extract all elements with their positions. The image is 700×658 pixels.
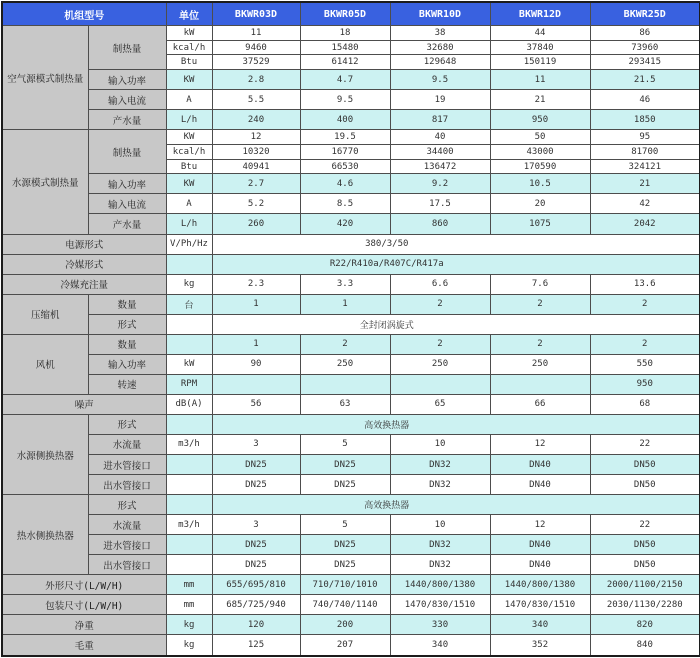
table-row (2, 475, 700, 495)
value-cell: 13.6 (590, 274, 700, 294)
row-label: 进水管接口 (88, 455, 166, 475)
value-cell: 330 (390, 615, 490, 635)
value-cell: 32680 (390, 40, 490, 55)
value-cell: DN25 (212, 535, 300, 555)
unit-cell: L/h (166, 110, 212, 130)
value-cell: DN32 (390, 475, 490, 495)
table-row (2, 314, 700, 334)
row-label: 水源侧换热器 (2, 414, 88, 494)
row-label: 水源模式制热量 (2, 130, 88, 234)
value-cell: DN50 (590, 555, 700, 575)
value-cell: 550 (590, 354, 700, 374)
value-cell: 340 (490, 615, 590, 635)
value-cell: 22 (590, 434, 700, 454)
value-cell: 5 (300, 434, 390, 454)
value-cell: 21 (590, 174, 700, 194)
value-cell: DN40 (490, 555, 590, 575)
value-cell: 3 (212, 434, 300, 454)
unit-cell: A (166, 194, 212, 214)
unit-cell: L/h (166, 214, 212, 234)
value-cell: DN25 (300, 455, 390, 475)
table-row (2, 354, 700, 374)
value-cell: 37840 (490, 40, 590, 55)
value-cell: 1470/830/1510 (390, 595, 490, 615)
unit-cell: m3/h (166, 434, 212, 454)
value-cell: 260 (212, 214, 300, 234)
table-row (2, 455, 700, 475)
row-label: 水流量 (88, 434, 166, 454)
value-cell: 10320 (212, 144, 300, 159)
merged-value-cell: 380/3/50 (212, 234, 700, 254)
unit-cell (166, 314, 212, 334)
value-cell: 2000/1100/2150 (590, 575, 700, 595)
value-cell: 2 (300, 334, 390, 354)
table-row (2, 110, 700, 130)
value-cell: 7.6 (490, 274, 590, 294)
unit-cell (166, 334, 212, 354)
value-cell: 66530 (300, 159, 390, 174)
value-cell: 3 (212, 515, 300, 535)
value-cell: 42 (590, 194, 700, 214)
value-cell: 125 (212, 635, 300, 656)
value-cell: 17.5 (390, 194, 490, 214)
value-cell: 10 (390, 434, 490, 454)
row-label: 进水管接口 (88, 535, 166, 555)
value-cell: 68 (590, 394, 700, 414)
row-label: 数量 (88, 334, 166, 354)
table-row (2, 374, 700, 394)
value-cell: 90 (212, 354, 300, 374)
value-cell: 20 (490, 194, 590, 214)
value-cell: 710/710/1010 (300, 575, 390, 595)
unit-cell (166, 414, 212, 434)
unit-cell: kg (166, 635, 212, 656)
value-cell: 12 (490, 515, 590, 535)
row-label: 输入功率 (88, 174, 166, 194)
unit-cell: dB(A) (166, 394, 212, 414)
value-cell: 2 (590, 294, 700, 314)
value-cell: 8.5 (300, 194, 390, 214)
unit-cell (166, 535, 212, 555)
value-cell: 250 (300, 354, 390, 374)
table-row (2, 274, 700, 294)
merged-value-cell: R22/R410a/R407C/R417a (212, 254, 700, 274)
value-cell: DN50 (590, 475, 700, 495)
value-cell: 2 (390, 294, 490, 314)
value-cell: 37529 (212, 55, 300, 70)
value-cell: 10 (390, 515, 490, 535)
spec-table-body (2, 26, 700, 657)
unit-cell: kcal/h (166, 144, 212, 159)
value-cell: 16770 (300, 144, 390, 159)
row-label: 热水侧换热器 (2, 495, 88, 575)
value-cell: 3.3 (300, 274, 390, 294)
unit-cell: kW (166, 26, 212, 41)
table-row (2, 334, 700, 354)
value-cell (390, 374, 490, 394)
col-header-model: BKWR05D (300, 2, 390, 26)
header-row (2, 2, 700, 26)
value-cell: 2042 (590, 214, 700, 234)
value-cell: 43000 (490, 144, 590, 159)
row-label: 冷媒充注量 (2, 274, 166, 294)
value-cell: DN25 (300, 555, 390, 575)
row-label: 形式 (88, 414, 166, 434)
row-label: 压缩机 (2, 294, 88, 334)
row-label: 制热量 (88, 26, 166, 70)
table-row (2, 555, 700, 575)
value-cell: 740/740/1140 (300, 595, 390, 615)
row-label: 外形尺寸(L/W/H) (2, 575, 166, 595)
value-cell: 2 (390, 334, 490, 354)
value-cell: DN40 (490, 535, 590, 555)
value-cell: 65 (390, 394, 490, 414)
unit-cell: kg (166, 274, 212, 294)
table-row (2, 254, 700, 274)
value-cell: 9.5 (390, 70, 490, 90)
value-cell: 95 (590, 130, 700, 145)
col-header-unit-label: 单位 (166, 2, 212, 26)
col-header-model-label: 机组型号 (2, 2, 166, 26)
row-label: 电源形式 (2, 234, 166, 254)
value-cell: 120 (212, 615, 300, 635)
value-cell (490, 374, 590, 394)
row-label: 输入电流 (88, 194, 166, 214)
table-row (2, 70, 700, 90)
value-cell: 2 (590, 334, 700, 354)
value-cell: 63 (300, 394, 390, 414)
table-row (2, 535, 700, 555)
unit-cell: KW (166, 174, 212, 194)
value-cell: 9.2 (390, 174, 490, 194)
row-label: 形式 (88, 495, 166, 515)
value-cell: 34400 (390, 144, 490, 159)
value-cell: 1440/800/1380 (390, 575, 490, 595)
table-row (2, 515, 700, 535)
value-cell: 15480 (300, 40, 390, 55)
value-cell: 250 (490, 354, 590, 374)
row-label: 风机 (2, 334, 88, 394)
unit-cell: KW (166, 70, 212, 90)
unit-cell: mm (166, 575, 212, 595)
merged-value-cell: 全封闭涡旋式 (212, 314, 700, 334)
value-cell: 207 (300, 635, 390, 656)
value-cell: 66 (490, 394, 590, 414)
row-label: 产水量 (88, 214, 166, 234)
unit-cell (166, 555, 212, 575)
unit-cell (166, 475, 212, 495)
merged-value-cell: 高效换热器 (212, 414, 700, 434)
value-cell: 840 (590, 635, 700, 656)
value-cell: 1470/830/1510 (490, 595, 590, 615)
value-cell: 19.5 (300, 130, 390, 145)
table-row (2, 434, 700, 454)
col-header-model: BKWR12D (490, 2, 590, 26)
value-cell: 10.5 (490, 174, 590, 194)
value-cell: 400 (300, 110, 390, 130)
value-cell: 250 (390, 354, 490, 374)
value-cell: 9460 (212, 40, 300, 55)
table-row (2, 234, 700, 254)
value-cell: 950 (490, 110, 590, 130)
row-label: 制热量 (88, 130, 166, 174)
value-cell: 81700 (590, 144, 700, 159)
unit-cell: Btu (166, 55, 212, 70)
table-row (2, 595, 700, 615)
value-cell: 4.7 (300, 70, 390, 90)
value-cell: DN25 (300, 535, 390, 555)
value-cell: 6.6 (390, 274, 490, 294)
row-label: 噪声 (2, 394, 166, 414)
col-header-model: BKWR03D (212, 2, 300, 26)
value-cell: 5 (300, 515, 390, 535)
value-cell: 38 (390, 26, 490, 41)
value-cell: 1 (212, 334, 300, 354)
table-row (2, 174, 700, 194)
row-label: 形式 (88, 314, 166, 334)
table-row (2, 414, 700, 434)
value-cell: DN50 (590, 455, 700, 475)
col-header-model: BKWR10D (390, 2, 490, 26)
row-label: 输入电流 (88, 90, 166, 110)
row-label: 转速 (88, 374, 166, 394)
value-cell: 2.8 (212, 70, 300, 90)
unit-cell: kcal/h (166, 40, 212, 55)
value-cell: 18 (300, 26, 390, 41)
unit-cell: RPM (166, 374, 212, 394)
value-cell: 56 (212, 394, 300, 414)
value-cell: 950 (590, 374, 700, 394)
value-cell: 9.5 (300, 90, 390, 110)
row-label: 输入功率 (88, 354, 166, 374)
row-label: 产水量 (88, 110, 166, 130)
value-cell: 820 (590, 615, 700, 635)
value-cell: 1075 (490, 214, 590, 234)
value-cell: 200 (300, 615, 390, 635)
table-row (2, 194, 700, 214)
col-header-model: BKWR25D (590, 2, 700, 26)
table-row (2, 214, 700, 234)
row-label: 水流量 (88, 515, 166, 535)
value-cell: 11 (490, 70, 590, 90)
row-label: 净重 (2, 615, 166, 635)
spec-table (1, 1, 700, 657)
value-cell: 352 (490, 635, 590, 656)
table-row (2, 90, 700, 110)
row-label: 冷媒形式 (2, 254, 166, 274)
unit-cell: 台 (166, 294, 212, 314)
value-cell: DN32 (390, 555, 490, 575)
table-row (2, 635, 700, 656)
row-label: 空气源模式制热量 (2, 26, 88, 130)
value-cell: 324121 (590, 159, 700, 174)
row-label: 数量 (88, 294, 166, 314)
table-row (2, 130, 700, 145)
value-cell: 21.5 (590, 70, 700, 90)
value-cell: 61412 (300, 55, 390, 70)
value-cell: 293415 (590, 55, 700, 70)
value-cell: 5.2 (212, 194, 300, 214)
value-cell: 2 (490, 294, 590, 314)
value-cell: 40941 (212, 159, 300, 174)
value-cell: 86 (590, 26, 700, 41)
row-label: 出水管接口 (88, 555, 166, 575)
table-row (2, 394, 700, 414)
value-cell: 1 (212, 294, 300, 314)
value-cell: DN50 (590, 535, 700, 555)
value-cell: DN25 (212, 455, 300, 475)
value-cell: DN25 (212, 555, 300, 575)
unit-cell (166, 455, 212, 475)
value-cell: 21 (490, 90, 590, 110)
value-cell: 73960 (590, 40, 700, 55)
row-label: 输入功率 (88, 70, 166, 90)
unit-cell: m3/h (166, 515, 212, 535)
value-cell: 19 (390, 90, 490, 110)
row-label: 毛重 (2, 635, 166, 656)
value-cell: 12 (212, 130, 300, 145)
value-cell: 655/695/810 (212, 575, 300, 595)
value-cell: 129648 (390, 55, 490, 70)
value-cell: 1 (300, 294, 390, 314)
value-cell: 860 (390, 214, 490, 234)
merged-value-cell: 高效换热器 (212, 495, 700, 515)
unit-cell: KW (166, 130, 212, 145)
unit-cell (166, 254, 212, 274)
value-cell: 340 (390, 635, 490, 656)
table-row (2, 495, 700, 515)
value-cell: 817 (390, 110, 490, 130)
value-cell: 2.3 (212, 274, 300, 294)
value-cell: 50 (490, 130, 590, 145)
value-cell: DN25 (300, 475, 390, 495)
value-cell: 1850 (590, 110, 700, 130)
value-cell: 170590 (490, 159, 590, 174)
value-cell: 2 (490, 334, 590, 354)
value-cell: 150119 (490, 55, 590, 70)
value-cell: 2030/1130/2280 (590, 595, 700, 615)
value-cell: 44 (490, 26, 590, 41)
value-cell: 1440/800/1380 (490, 575, 590, 595)
value-cell: 240 (212, 110, 300, 130)
table-row (2, 26, 700, 41)
value-cell: 40 (390, 130, 490, 145)
unit-cell (166, 495, 212, 515)
unit-cell: kg (166, 615, 212, 635)
value-cell: 4.6 (300, 174, 390, 194)
unit-cell: mm (166, 595, 212, 615)
value-cell: DN32 (390, 455, 490, 475)
value-cell: DN32 (390, 535, 490, 555)
unit-cell: kW (166, 354, 212, 374)
value-cell: DN25 (212, 475, 300, 495)
value-cell: 11 (212, 26, 300, 41)
value-cell (212, 374, 300, 394)
unit-cell: Btu (166, 159, 212, 174)
value-cell: 5.5 (212, 90, 300, 110)
value-cell: DN40 (490, 455, 590, 475)
value-cell: DN40 (490, 475, 590, 495)
table-row (2, 294, 700, 314)
row-label: 出水管接口 (88, 475, 166, 495)
table-row (2, 575, 700, 595)
value-cell: 136472 (390, 159, 490, 174)
value-cell: 46 (590, 90, 700, 110)
value-cell: 685/725/940 (212, 595, 300, 615)
table-row (2, 615, 700, 635)
value-cell (300, 374, 390, 394)
value-cell: 2.7 (212, 174, 300, 194)
value-cell: 12 (490, 434, 590, 454)
value-cell: 22 (590, 515, 700, 535)
row-label: 包装尺寸(L/W/H) (2, 595, 166, 615)
unit-cell: A (166, 90, 212, 110)
unit-cell: V/Ph/Hz (166, 234, 212, 254)
value-cell: 420 (300, 214, 390, 234)
